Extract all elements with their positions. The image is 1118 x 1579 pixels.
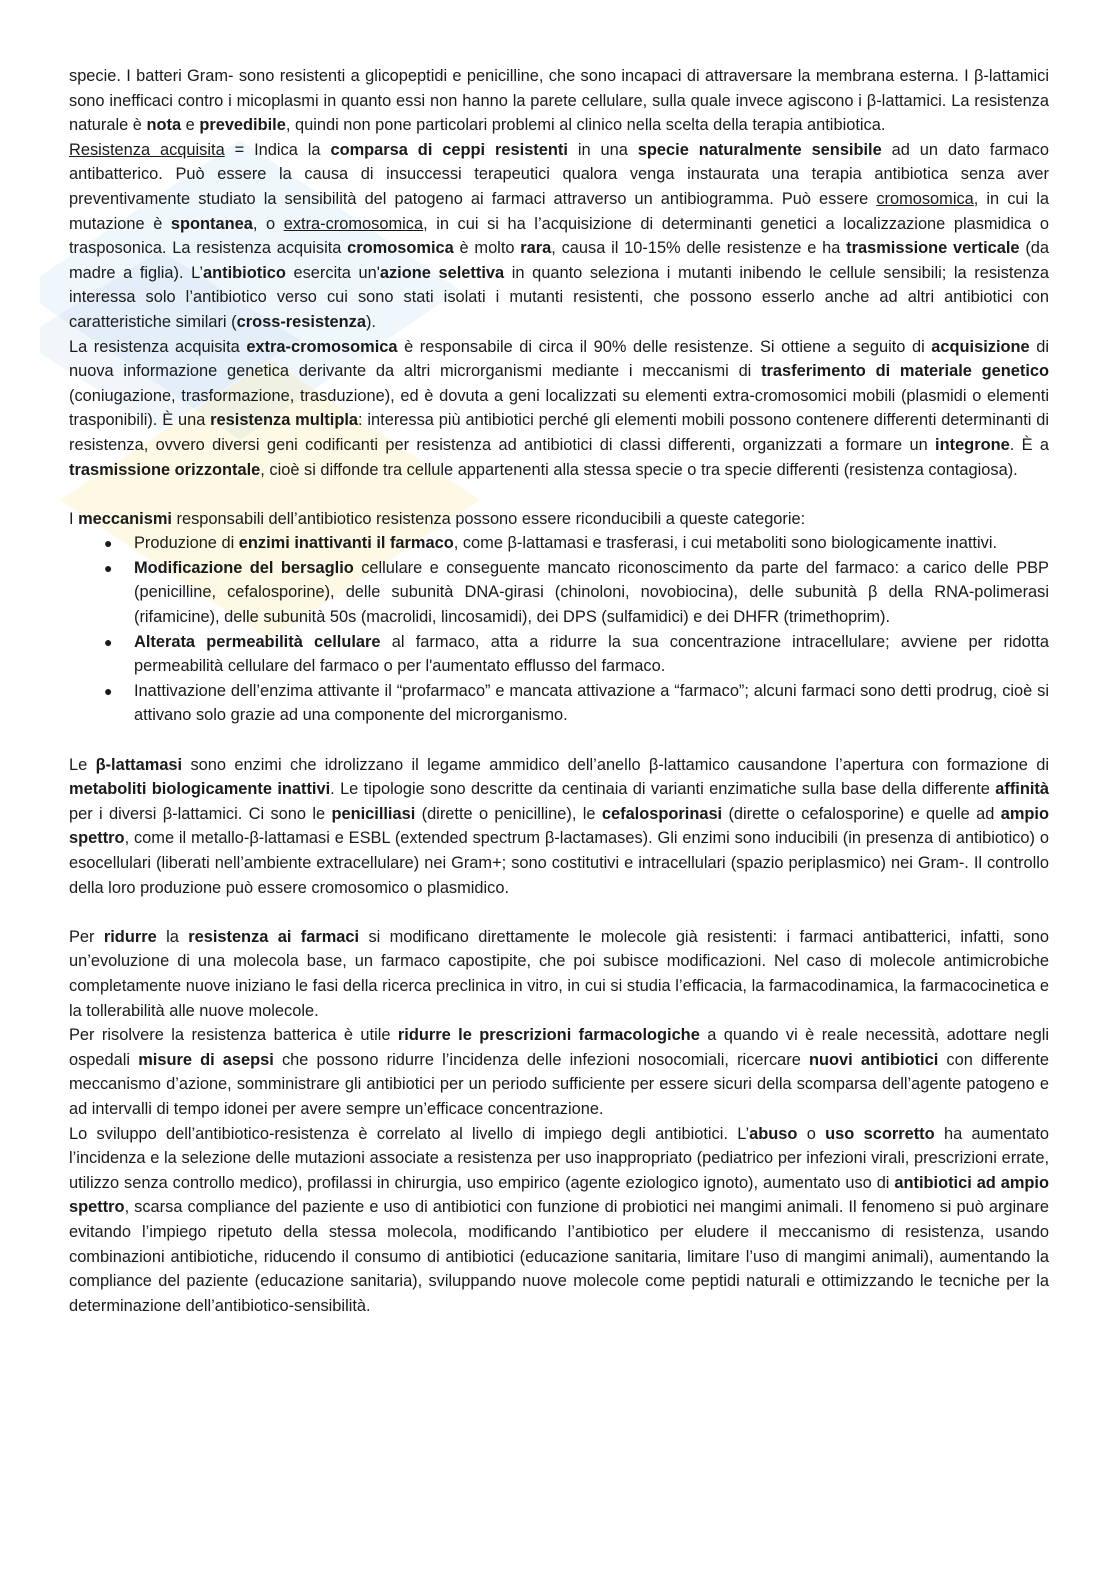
text-run: responsabili dell’antibiotico resistenza possono essere riconducibili a queste categorie: (171, 509, 806, 528)
text-run: Le (69, 755, 96, 774)
text-run: , in cui la mutazione è (69, 189, 1049, 233)
text-run: di nuova informazione genetica derivante da altri microrganismi mediante i meccanismi di (69, 337, 1049, 381)
text-run: . È a (1009, 435, 1050, 454)
bold-term: specie naturalmente sensibile (637, 140, 882, 159)
bold-term: metaboliti biologicamente inattivi (69, 780, 331, 799)
text-run: e (181, 116, 200, 135)
text-run: che possono ridurre l’incidenza delle infezioni nosocomiali, ricercare (273, 1050, 809, 1069)
paragraph-spacer (69, 482, 1049, 507)
text-run: in una (567, 140, 638, 159)
bold-term: spontanea (170, 214, 253, 233)
text-run: per i diversi β-lattamici. Ci sono le (69, 804, 332, 823)
bold-term: acquisizione (931, 337, 1030, 356)
text-run: esercita un' (285, 263, 380, 282)
text-run: , cioè si diffonde tra cellule appartenenti alla stessa specie o tra specie differenti (resistenza contagiosa). (260, 460, 1018, 479)
underlined-term: cromosomica (876, 189, 974, 208)
text-run: La resistenza acquisita (69, 337, 247, 356)
text-run: la (156, 927, 189, 946)
text-run: , o (252, 214, 284, 233)
text-run: Per risolvere la resistenza batterica è utile (69, 1026, 398, 1045)
bold-term: meccanismi (78, 509, 172, 528)
bold-term: cross-resistenza (236, 312, 366, 331)
text-run: è molto (453, 239, 521, 258)
paragraph (69, 753, 1049, 901)
underlined-term: Resistenza acquisita (69, 140, 225, 159)
bold-term: trasmissione orizzontale (69, 460, 261, 479)
list-item (104, 630, 1049, 679)
bullet-icon: ● (104, 682, 113, 699)
bold-term: nuovi antibiotici (809, 1050, 939, 1069)
text-run: , in cui si ha l’acquisizione di determinanti genetici a localizzazione plasmidica o trasposonica. La resistenza acquisita (69, 214, 1049, 258)
paragraph-spacer (69, 728, 1049, 753)
bold-term: trasferimento di materiale genetico (761, 362, 1049, 381)
text-run: , come il metallo-β-lattamasi e ESBL (extended spectrum β-lactamases). Gli enzimi sono inducibili (in presenza di antibiotico) o esocellulari (liberati nell’ambiente extracellulare) nei Gram+; sono costitutivi e intracellulari (spazio periplasmico) nei Gram-. Il controllo della loro produzione può essere cromosomico o plasmidico. (69, 829, 1049, 897)
bold-term: ampio spettro (69, 804, 1049, 848)
paragraph (69, 138, 1049, 335)
text-run: , causa il 10-15% delle resistenze e ha (551, 239, 847, 258)
text-run: è responsabile di circa il 90% delle resistenze. Si ottiene a seguito di (397, 337, 932, 356)
text-run: Lo sviluppo dell’antibiotico-resistenza è correlato al livello di impiego degli antibiotici. L’ (69, 1124, 750, 1143)
paragraph (69, 64, 1049, 138)
bold-term: Alterata permeabilità cellulare (134, 632, 381, 651)
text-run: (da madre a figlia). L’ (69, 239, 1050, 282)
bold-term: penicilliasi (331, 804, 416, 823)
bold-term: misure di asepsi (138, 1050, 274, 1069)
bold-term: rara (520, 239, 552, 258)
bold-term: antibiotico (203, 263, 286, 282)
bold-term: extra-cromosomica (246, 337, 398, 356)
text-run: (coniugazione, trasformazione, trasduzione), ed è dovuta a geni localizzati su elementi extra-cromosomici mobili (plasmidi o elementi trasponibili). È una (69, 386, 1049, 430)
text-run: specie. I batteri Gram- sono resistenti a glicopeptidi e penicilline, che sono incapaci di attraversare la membrana esterna. I β-lattamici sono inefficaci contro i micoplasmi in quanto essi non hanno la parete cellulare, sulla quale invece agiscono i β-lattamici. La resistenza naturale è (69, 67, 1049, 135)
bold-term: comparsa di ceppi resistenti (330, 140, 568, 159)
text-run: Produzione di (134, 534, 239, 553)
bold-term: resistenza ai farmaci (188, 927, 360, 946)
bold-term: ridurre (103, 927, 157, 946)
paragraph-spacer (69, 900, 1049, 925)
text-run: cellulare e conseguente mancato riconoscimento da parte del farmaco: a carico delle PBP (penicilline, cefalosporine), delle subunità DNA-girasi (chinoloni, novobiocina), delle subunità β della RNA-polimerasi (rifamicine), delle subunità 50s (macrolidi, lincosamidi), dei DPS (sulfamidici) e dei DHFR (trimethoprim). (134, 558, 1049, 627)
text-run: ha aumentato l’incidenza e la selezione delle mutazioni associate a resistenza per uso inappropriato (pediatrico per infezioni virali, prescrizioni errate, utilizzo senza controllo medico), profilassi in chirurgia, uso empirico (agente eziologico ignoto), aumentato uso di (69, 1124, 1049, 1192)
list-item (104, 531, 1049, 556)
bold-term: antibiotici ad ampio spettro (69, 1173, 1049, 1217)
text-run: , come β-lattamasi e trasferasi, i cui metaboliti sono biologicamente inattivi. (453, 534, 998, 553)
text-run: (dirette o cefalosporine) e quelle ad (722, 804, 1001, 823)
text-run: sono enzimi che idrolizzano il legame ammidico dell’anello β-lattamico causandone l’apertura con formazione di (182, 755, 1049, 774)
bold-term: nota (146, 116, 182, 135)
text-run: Inattivazione dell’enzima attivante il “profarmaco” e mancata attivazione a “farmaco”; alcuni farmaci sono detti prodrug, cioè si attivano solo grazie ad una componente del microrganismo. (134, 681, 1049, 725)
text-run: al farmaco, atta a ridurre la sua concentrazione intracellulare; avviene per ridotta permeabilità cellulare del farmaco o per l'aumentato efflusso del farmaco. (134, 632, 1049, 676)
bold-term: abuso (749, 1124, 798, 1143)
bold-term: β-lattamasi (95, 755, 183, 774)
text-run: con differente meccanismo d’azione, somministrare gli antibiotici per un periodo sufficiente per essere sicuri della scomparsa dell’agente patogeno e ad intervalli di tempo idonei per avere sempre un’efficace concentrazione. (69, 1050, 1049, 1118)
text-run: ). (365, 312, 376, 331)
bullet-icon: ● (104, 559, 113, 576)
paragraph (69, 925, 1049, 1023)
bullet-list (69, 531, 1049, 728)
bullet-icon: ● (104, 535, 113, 552)
underlined-term: extra-cromosomica (283, 214, 424, 233)
bold-term: azione selettiva (379, 263, 505, 282)
bold-term: Modificazione del bersaglio (134, 558, 354, 577)
bold-term: integrone (935, 435, 1010, 454)
bullet-icon: ● (104, 633, 113, 650)
bold-term: affinità (995, 780, 1049, 799)
bold-term: cefalosporinasi (601, 804, 723, 823)
paragraph (69, 507, 1049, 532)
text-run: : interessa più antibiotici perché gli elementi mobili possono contenere differenti determinanti di resistenza, ovvero diversi geni codificanti per resistenza ad antibiotici di classi differenti, organizzati a formare un (69, 411, 1049, 454)
bold-term: uso scorretto (825, 1124, 935, 1143)
text-run: , quindi non pone particolari problemi al clinico nella scelta della terapia antibiotica. (285, 116, 886, 135)
text-run: Per (69, 927, 104, 946)
text-run: . Le tipologie sono descritte da centinaia di varianti enzimatiche sulla base della differente (330, 780, 996, 799)
text-run: si modificano direttamente le molecole già resistenti: i farmaci antibatterici, infatti, sono un’evoluzione di una molecola base, un farmaco capostipite, che poi subisce modificazioni. Nel caso di molecole antimicrobiche completamente nuove iniziano le fasi della ricerca preclinica in vitro, in cui si studia l’efficacia, la farmacodinamica, la farmacocinetica e la tollerabilità alle nuove molecole. (69, 927, 1050, 1020)
text-run: in quanto seleziona i mutanti inibendo le cellule sensibili; la resistenza interessa solo l’antibiotico verso cui sono stati isolati i mutanti resistenti, che possono esserlo anche ad altri antibiotici con caratteristiche similari ( (69, 263, 1049, 331)
bold-term: enzimi inattivanti il farmaco (238, 534, 454, 553)
paragraph (69, 1122, 1049, 1319)
text-run: o (797, 1124, 826, 1143)
bold-term: prevedibile (199, 116, 286, 135)
text-run: ad un dato farmaco antibatterico. Può essere la causa di insuccessi terapeutici qualora venga instaurata una terapia antibiotica senza aver preventivamente studiato la sensibilità del patogeno ai farmaci attraverso un antibiogramma. Può essere (69, 140, 1049, 208)
text-run: I (69, 509, 79, 528)
text-run: = Indica la (224, 140, 331, 159)
bold-term: trasmissione verticale (846, 239, 1020, 258)
text-run: a quando vi è reale necessità, adottare negli ospedali (69, 1026, 1049, 1069)
bold-term: resistenza multipla (210, 411, 359, 430)
bold-term: cromosomica (347, 239, 454, 258)
list-item (104, 679, 1049, 728)
paragraph (69, 335, 1049, 483)
text-run: (dirette o penicilline), le (415, 804, 602, 823)
text-run: , scarsa compliance del paziente e uso di antibiotici con funzione di probiotici nei mangimi animali. Il fenomeno si può arginare evitando l’impiego ripetuto della stessa molecola, modificando l’antibiotico per eludere il meccanismo di resistenza, usando combinazioni antibiotiche, riducendo il consumo di antibiotici (educazione sanitaria, limitare l’uso di mangimi animali), aumentando la compliance del paziente (educazione sanitaria), sviluppando nuove molecole come peptidi naturali e ottimizzando le tecniche per la determinazione dell’antibiotico-sensibilità. (69, 1198, 1049, 1315)
paragraph (69, 1023, 1049, 1121)
bold-term: ridurre le prescrizioni farmacologiche (397, 1026, 700, 1045)
list-item (104, 556, 1049, 630)
